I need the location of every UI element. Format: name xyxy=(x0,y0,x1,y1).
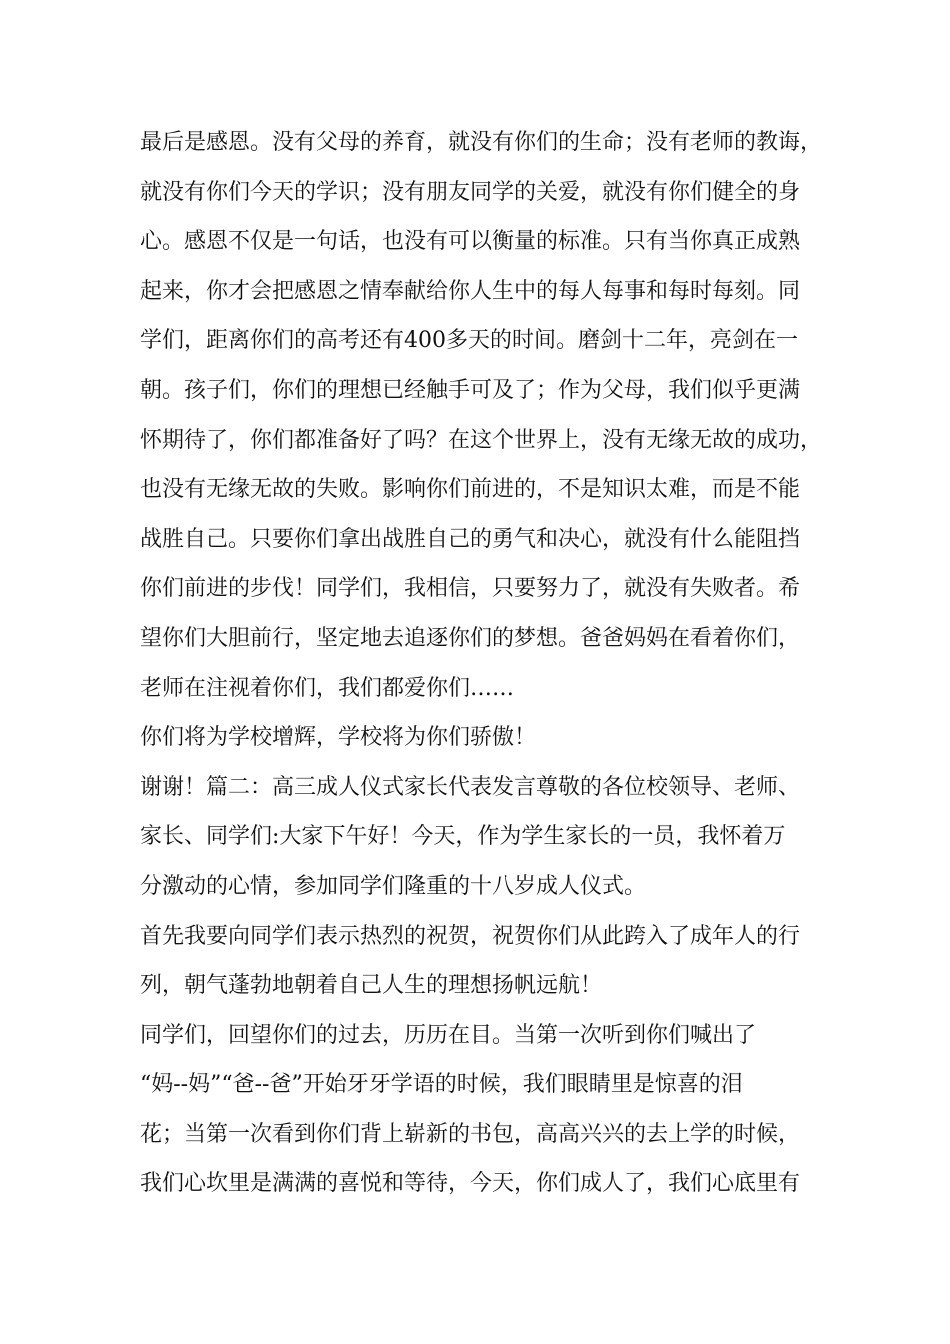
text-line: 老师在注视着你们，我们都爱你们…… xyxy=(140,675,515,701)
text-line: “妈--妈”“爸--爸”开始牙牙学语的时候，我们眼睛里是惊喜的泪 xyxy=(140,1072,743,1098)
text-line: 心。感恩不仅是一句话，也没有可以衡量的标准。只有当你真正成熟 xyxy=(140,229,801,255)
text-line: 起来，你才会把感恩之情奉献给你人生中的每人每事和每时每刻。同 xyxy=(140,278,801,304)
text-line: 也没有无缘无故的失败。影响你们前进的，不是知识太难，而是不能 xyxy=(140,477,801,503)
body-text xyxy=(140,118,840,1209)
text-line: 家长、同学们:大家下午好！今天，作为学生家长的一员，我怀着万 xyxy=(140,824,786,850)
text-line: 最后是感恩。没有父母的养育，就没有你们的生命；没有老师的教诲， xyxy=(140,130,823,155)
text-line: 首先我要向同学们表示热烈的祝贺，祝贺你们从此跨入了成年人的行 xyxy=(140,923,801,949)
text-line: 你们将为学校增辉，学校将为你们骄傲！ xyxy=(140,725,537,751)
text-line: 战胜自己。只要你们拿出战胜自己的勇气和决心，就没有什么能阻挡 xyxy=(140,526,801,552)
text-line: 就没有你们今天的学识；没有朋友同学的关爱，就没有你们健全的身 xyxy=(140,179,801,205)
text-line: 你们前进的步伐！同学们，我相信，只要努力了，就没有失败者。希 xyxy=(140,576,801,602)
text-line: 谢谢！篇二：高三成人仪式家长代表发言尊敬的各位校领导、老师、 xyxy=(140,774,801,800)
text-line: 朝。孩子们，你们的理想已经触手可及了；作为父母，我们似乎更满 xyxy=(140,377,801,403)
text-line: 学们，距离你们的高考还有400多天的时间。磨剑十二年，亮剑在一 xyxy=(140,328,798,354)
text-line: 我们心坎里是满满的喜悦和等待，今天，你们成人了，我们心底里有 xyxy=(140,1171,801,1197)
text-line: 花；当第一次看到你们背上崭新的书包，高高兴兴的去上学的时候， xyxy=(140,1121,801,1147)
text-line: 同学们，回望你们的过去，历历在目。当第一次听到你们喊出了 xyxy=(140,1022,757,1048)
text-line: 怀期待了，你们都准备好了吗？在这个世界上，没有无缘无故的成功， xyxy=(140,427,823,453)
text-line: 望你们大胆前行，坚定地去追逐你们的梦想。爸爸妈妈在看着你们， xyxy=(140,625,801,651)
text-line: 列，朝气蓬勃地朝着自己人生的理想扬帆远航！ xyxy=(140,973,603,999)
text-line: 分激动的心情，参加同学们隆重的十八岁成人仪式。 xyxy=(140,873,647,899)
